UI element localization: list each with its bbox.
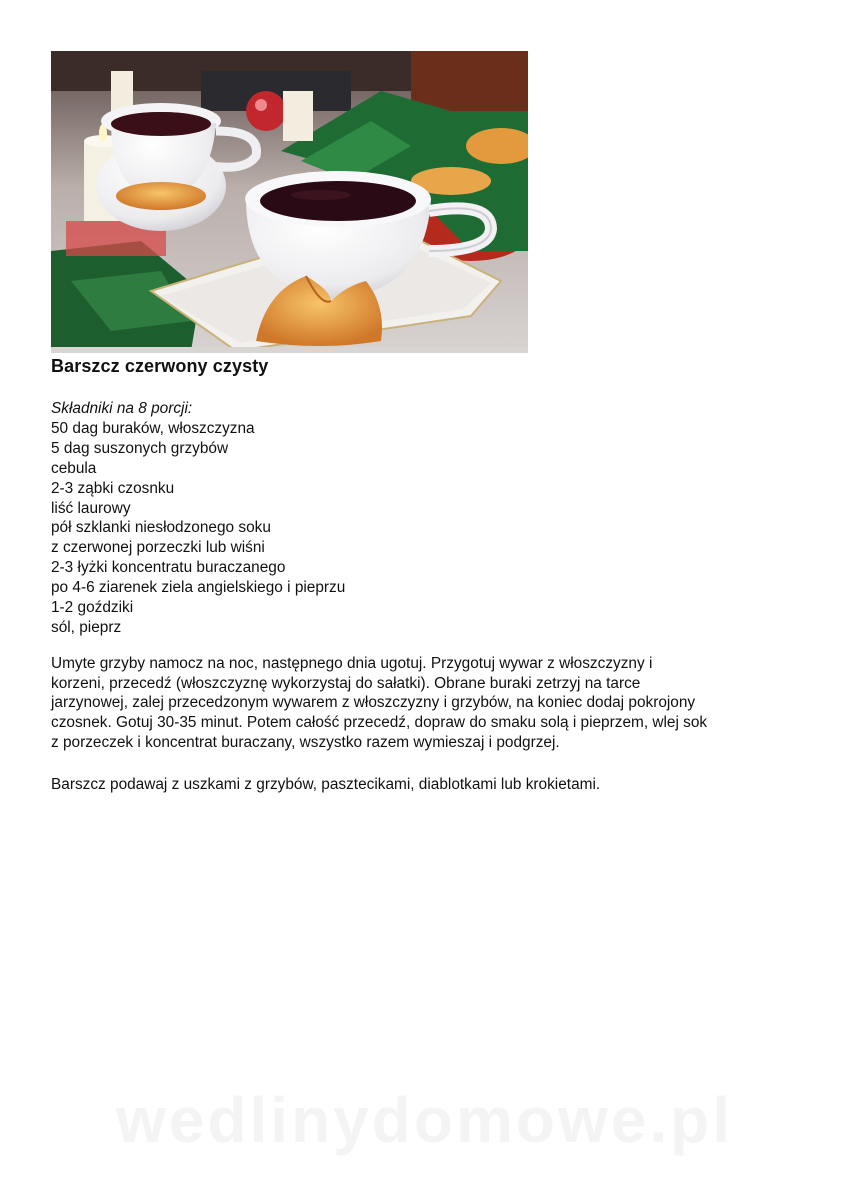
ingredient-item: 1-2 goździki: [51, 599, 134, 617]
ingredients-heading: Składniki na 8 porcji:: [51, 400, 193, 417]
ingredient-item: z czerwonej porzeczki lub wiśni: [51, 539, 265, 557]
method-line: Umyte grzyby namocz na noc, następnego dnia ugotuj. Przygotuj wywar z włoszczyzny i: [51, 655, 653, 672]
ingredient-item: 5 dag suszonych grzybów: [51, 439, 229, 457]
ingredient-item: liść laurowy: [51, 499, 131, 517]
ingredient-item: 2-3 łyżki koncentratu buraczanego: [51, 559, 286, 577]
recipe-title: Barszcz czerwony czysty: [51, 356, 269, 376]
method-line: z porzeczek i koncentrat buraczany, wszystko razem wymieszaj i podgrzej.: [51, 733, 560, 751]
ingredient-item: 2-3 ząbki czosnku: [51, 479, 175, 497]
ingredient-item: pół szklanki niesłodzonego soku: [51, 519, 271, 537]
method-paragraph: [51, 654, 821, 753]
ingredient-item: po 4-6 ziarenek ziela angielskiego i pieprzu: [51, 579, 346, 597]
ingredient-item: sól, pieprz: [51, 618, 122, 636]
ingredient-item: 50 dag buraków, włoszczyzna: [51, 419, 255, 437]
recipe-photo: [51, 51, 528, 353]
ingredients-list: [51, 419, 345, 638]
method-line: korzeni, przecedź (włoszczyznę wykorzystaj do sałatki). Obrane buraki zetrzyj na tarce: [51, 674, 641, 692]
method-line: czosnek. Gotuj 30-35 minut. Potem całość przecedź, dopraw do smaku solą i pieprzem, wlej sok: [51, 714, 708, 732]
ingredients-section: [51, 399, 345, 638]
serving-suggestion: Barszcz podawaj z uszkami z grzybów, pasztecikami, diablotkami lub krokietami.: [51, 776, 601, 793]
ingredient-item: cebula: [51, 459, 97, 477]
method-line: jarzynowej, zalej przecedzonym wywarem z włoszczyzny i grzybów, na koniec dodaj pokrojony: [51, 694, 696, 712]
watermark: wedlinydomowe.pl: [116, 1084, 733, 1156]
